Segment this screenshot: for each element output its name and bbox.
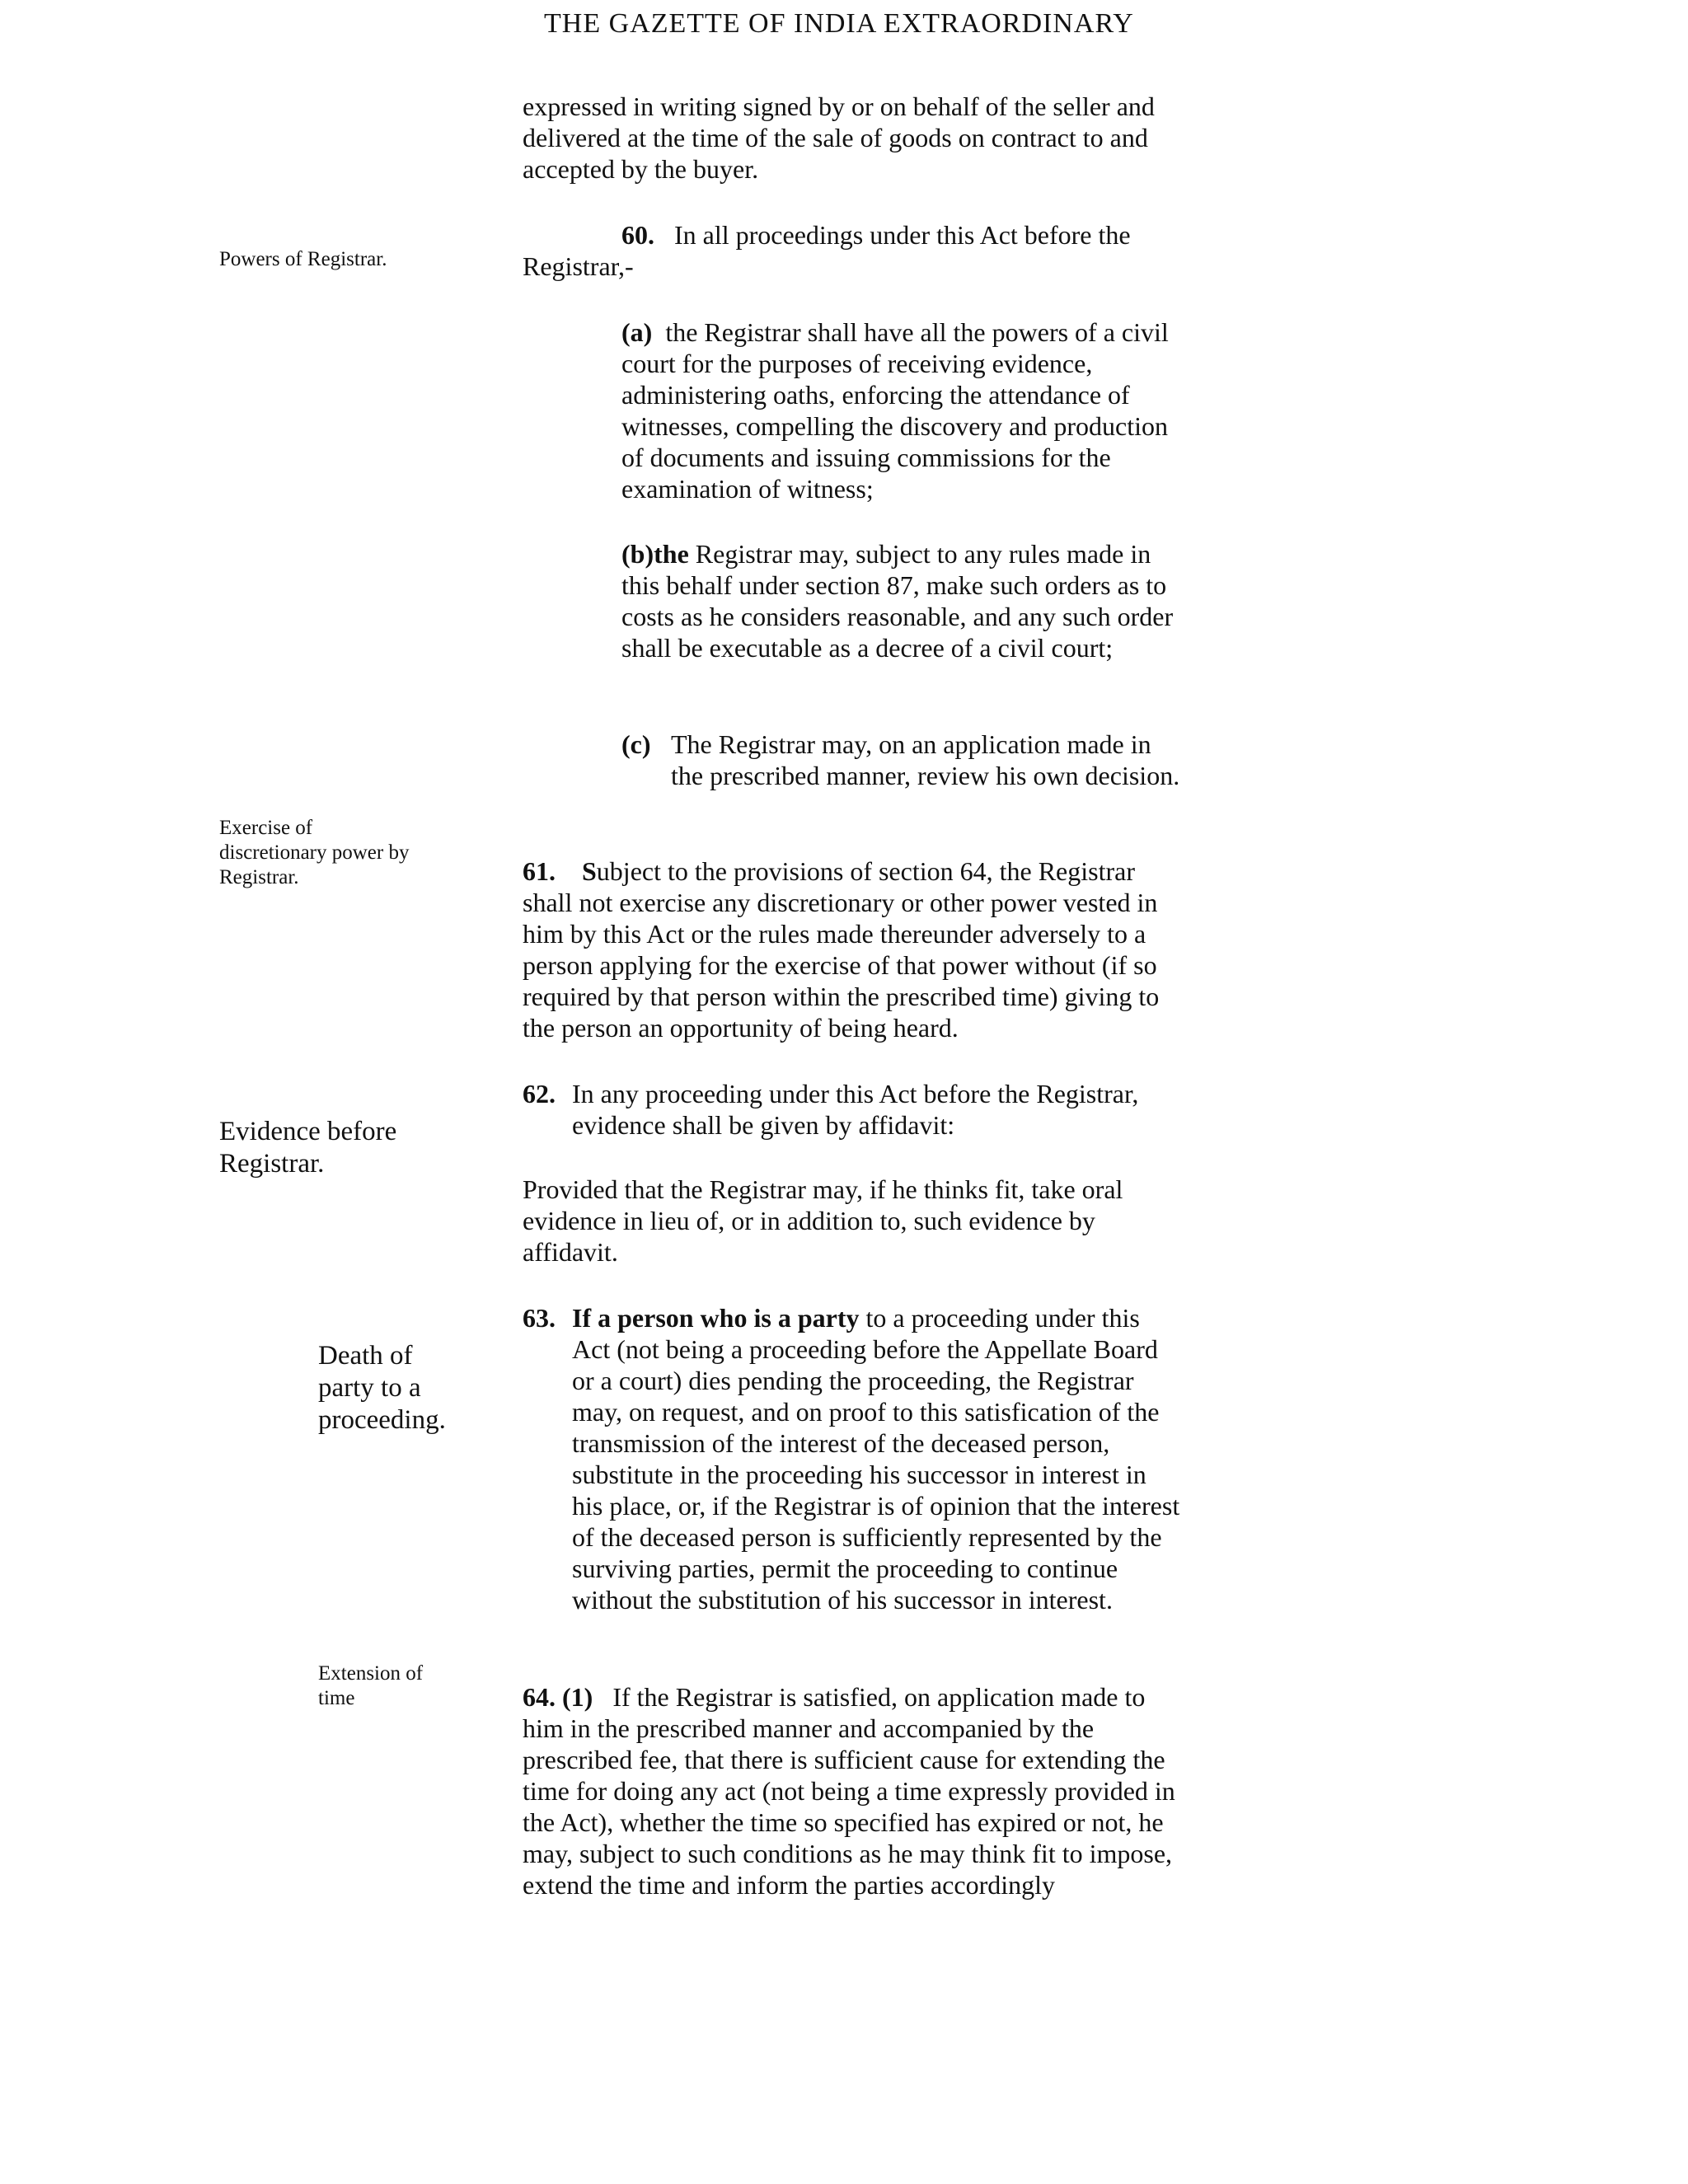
section-60-number: 60.: [621, 220, 654, 250]
section-63-number: 63.: [523, 1303, 556, 1333]
section-60-intro-continued: Registrar,-: [523, 251, 634, 281]
clause-60c-text: The Registrar may, on an application made in the prescribed manner, review his own decision.: [671, 729, 1180, 790]
section-63: [523, 1302, 1182, 1648]
section-61-number: 61.: [523, 856, 556, 886]
section-64-number: 64. (1): [523, 1682, 593, 1712]
section-61-first-letter: S: [582, 856, 597, 886]
section-62-number: 62.: [523, 1079, 556, 1108]
section-60-intro-text: In all proceedings under this Act before the: [674, 220, 1131, 250]
clause-60b-text: Registrar may, subject to any rules made in this behalf under section 87, make such orders as to costs as he considers reasonable, and any such order shall be executable as a decree of a civil court;: [621, 539, 1174, 663]
clause-60a: [621, 316, 1182, 504]
section-63-text: to a proceeding under this Act (not being a proceeding before the Appellate Board or a court) dies pending the proceeding, the Registrar may, on request, and on proof to this satisfication of the transmission of the interest of the deceased person, substitute in the proceeding his successor in interest in his place, or, if the Registrar is of opinion that the interest of the deceased person is sufficiently represented by the surviving parties, permit the proceeding to continue without the substitution of his successor in interest.: [572, 1303, 1180, 1615]
section-63-bold-lead: If a person who is a party: [572, 1303, 860, 1333]
continuation-paragraph: expressed in writing signed by or on behalf of the seller and delivered at the time of the sale of goods on contract to and accepted by the buyer.: [523, 91, 1155, 184]
section-62-proviso: Provided that the Registrar may, if he thinks fit, take oral evidence in lieu of, or in addition to, such evidence by affidavit.: [523, 1174, 1123, 1267]
section-61: [523, 855, 1182, 1043]
margin-note-exercise-of-discretionary-power: Exercise of discretionary power by Registrar.: [219, 817, 410, 888]
running-head: THE GAZETTE OF INDIA EXTRAORDINARY: [544, 8, 1134, 39]
margin-note-extension-of-time: Extension of time: [318, 1662, 424, 1709]
clause-60a-label: (a): [621, 317, 653, 347]
margin-note-powers-of-registrar: Powers of Registrar.: [219, 248, 387, 270]
section-64-text: If the Registrar is satisfied, on application made to him in the prescribed manner and accompanied by the prescribed fee, that there is sufficient cause for extending the time for doing any act (not being a time expressly provided in the Act), whether the time so specified has expired or not, he may, subject to such conditions as he may think fit to impose, extend the time and inform the parties accordingly: [523, 1682, 1175, 1900]
margin-note-death-of-party: Death of party to a proceeding.: [318, 1341, 446, 1435]
section-62-text: In any proceeding under this Act before the Registrar, evidence shall be given by affidavit:: [572, 1079, 1139, 1140]
section-63-body: [572, 1302, 1182, 1615]
clause-60c-label: (c): [621, 729, 651, 759]
clause-60c: [621, 729, 1182, 827]
section-64-1: [523, 1681, 1182, 1900]
clause-60a-text: the Registrar shall have all the powers of a civil court for the purposes of receiving evidence, administering oaths, enforcing the attendance of witnesses, compelling the discovery and production of documents and issuing commissions for the examination of witness;: [621, 317, 1169, 504]
clause-60b-label: (b)the: [621, 539, 689, 569]
section-60-intro: [523, 219, 1182, 282]
margin-note-evidence-before-registrar: Evidence before Registrar.: [219, 1117, 397, 1179]
clause-60b: [621, 538, 1182, 663]
section-62: [523, 1078, 1182, 1144]
section-61-text: ubject to the provisions of section 64, the Registrar shall not exercise any discretionary or other power vested in him by this Act or the rules made thereunder adversely to a person applying for the exercise of that power without (if so required by that person within the prescribed time) giving to the person an opportunity of being heard.: [523, 856, 1160, 1043]
